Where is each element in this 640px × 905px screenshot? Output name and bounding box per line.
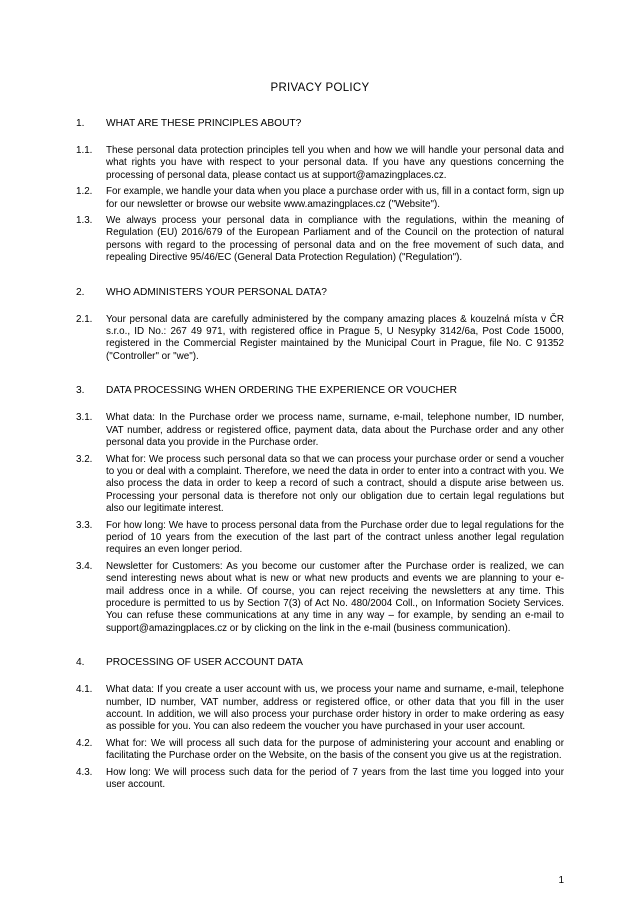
clause-number: 4.2. [76, 737, 93, 749]
clause-text: What for: We will process all such data for the purpose of administering your account and enabling or facilitating the Purchase order on the Website, on the basis of the consent you give us at the registration. [106, 737, 564, 762]
clause [76, 454, 564, 516]
clause-number: 4.3. [76, 766, 93, 778]
clause-number: 3.1. [76, 412, 93, 424]
clause [76, 738, 564, 763]
clause [76, 520, 564, 557]
clause-number: 1.2. [76, 186, 93, 198]
section-title: WHO ADMINISTERS YOUR PERSONAL DATA? [106, 286, 327, 298]
clause [76, 186, 564, 211]
section-title: WHAT ARE THESE PRINCIPLES ABOUT? [106, 118, 302, 129]
clause [76, 215, 564, 265]
clause-number: 1.3. [76, 215, 93, 227]
clause-text: How long: We will process such data for the period of 7 years from the last time you logged into your user account. [106, 766, 564, 791]
section-1 [76, 117, 564, 265]
section-heading [76, 286, 564, 299]
clause-text: Your personal data are carefully administered by the company amazing places & kouzelná místa v ČR s.r.o., ID No.: 267 49 971, with registered office in Prague 5, U Nesypky 3142/6a, Post Code 15000, registered in the Commercial Register maintained by the Municipal Court in Prague, file No. C 91352 ("Controller" or "we"). [106, 313, 564, 362]
clause-text: What data: In the Purchase order we process name, surname, e-mail, telephone number, ID number, VAT number, address or registered office, payment data, data about the Purchase order and any other personal data you provide in the Purchase order. [106, 412, 564, 449]
clause-text: We always process your personal data in compliance with the regulations, within the meaning of Regulation (EU) 2016/679 of the European Parliament and of the Council on the protection of natural persons with regard to the processing of personal data and on the free movement of such data, and repealing Directive 95/46/EC (General Data Protection Regulation) ("Regulation"). [106, 215, 564, 264]
clause-text: For example, we handle your data when you place a purchase order with us, fill in a contact form, sign up for our newsletter or browse our website www.amazingplaces.cz ("Website"). [106, 186, 564, 210]
clause-text: These personal data protection principles tell you when and how we will handle your personal data and what rights you have with respect to your personal data. If you have any questions concerning the processing of personal data, please contact us at support@amazingplaces.cz. [106, 145, 564, 181]
clause-number: 1.1. [76, 145, 93, 156]
section-3 [76, 384, 564, 635]
clause [76, 145, 564, 182]
clause-number: 3.3. [76, 519, 93, 531]
section-title: DATA PROCESSING WHEN ORDERING THE EXPERIENCE OR VOUCHER [106, 385, 457, 397]
clause-number: 2.1. [76, 313, 93, 325]
section-heading [76, 384, 564, 397]
clause-text: Newsletter for Customers: As you become our customer after the Purchase order is realized, we can send interesting news about what is new or what new products and events we are planning to your e-mail address once in a while. Of course, you can reject receiving the newsletters at any time. This procedure is permitted to us by Section 7(3) of Act No. 480/2004 Coll., on Information Society Services. You can refuse these communications at any time in any way – for example, by sending an e-mail to support@amazingplaces.cz or by clicking on the link in the e-mail (business communication). [106, 560, 564, 634]
page-title: PRIVACY POLICY [270, 82, 370, 94]
clause [76, 684, 564, 734]
section-2 [76, 286, 564, 364]
section-title: PROCESSING OF USER ACCOUNT DATA [106, 657, 303, 669]
section-number: 3. [76, 385, 85, 397]
section-number: 2. [76, 286, 85, 298]
section-4 [76, 656, 564, 791]
section-number: 1. [76, 118, 85, 129]
clause-number: 3.4. [76, 560, 93, 572]
clause-number: 4.1. [76, 684, 93, 696]
clause [76, 412, 564, 449]
clause-text: For how long: We have to process personal data from the Purchase order due to legal regulations for the period of 10 years from the execution of the last part of the contract unless another legal regulation requires an even longer period. [106, 519, 564, 556]
clause [76, 767, 564, 792]
section-heading [76, 117, 564, 130]
clause-text: What for: We process such personal data so that we can process your purchase order or send a voucher to you or deal with a complaint. Therefore, we need the data in order to enter into a contract with you. We also process the data in order to keep a record of such a contract, should a dispute arise between us. Processing your personal data is therefore not only our obligation due to certain legal regulations but also our legitimate interest. [106, 453, 564, 515]
clause [76, 561, 564, 635]
clause-number: 3.2. [76, 453, 93, 465]
section-heading [76, 656, 564, 669]
page-number: 1 [558, 875, 564, 886]
clause [76, 314, 564, 364]
document-body [76, 117, 564, 795]
section-number: 4. [76, 657, 85, 669]
clause-text: What data: If you create a user account with us, we process your name and surname, e-mail, telephone number, ID number, VAT number, address or registered office, or other data that you fill in the user account. In addition, we will also process your purchase order history in order to make ordering as easy as possible for you. You can also redeem the voucher you have purchased in your user account. [106, 684, 564, 733]
